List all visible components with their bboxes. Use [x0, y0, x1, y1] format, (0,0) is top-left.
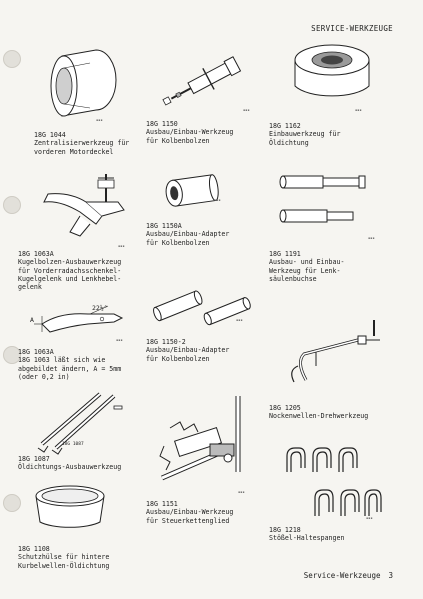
tool-description: Ausbau/Einbau-Adapter für Kolbenbolzen	[146, 230, 230, 247]
tool-description: Öldichtungs-Ausbauwerkzeug	[18, 463, 122, 472]
tool-illustration-1191	[275, 170, 375, 235]
figure-code: ▪▪▪	[355, 108, 362, 112]
tool-illustration-1108	[30, 478, 110, 540]
tool-illustration-1150-2	[150, 280, 260, 330]
tool-number: 18G 1063A	[18, 250, 54, 258]
tool-caption-1044	[34, 131, 129, 156]
tool-description: Schutzhülse für hintere Kurbelwellen-Öldichtung	[18, 553, 110, 570]
tool-description: Nockenwellen-Drehwerkzeug	[269, 412, 369, 421]
tool-number: 18G 1162	[269, 122, 301, 130]
punch-hole-top	[3, 50, 21, 68]
tool-number: 18G 1151	[146, 500, 178, 508]
tool-description: 18G 1063 läßt sich wie abgebildet ändern, A = 5mm (oder 0,2 in)	[18, 356, 122, 381]
tool-illustration-1150a	[160, 170, 235, 210]
tool-caption-1218	[269, 526, 344, 543]
tool-description: Ausbau/Einbau-Werkzeug für Kolbenbolzen	[146, 128, 234, 145]
punch-hole-middle	[3, 196, 21, 214]
tool-number: 18G 1218	[269, 526, 301, 534]
tool-illustration-1063a	[40, 172, 132, 244]
tool-number: 18G 1044	[34, 131, 66, 139]
figure-code: ▪▪▪	[116, 338, 123, 342]
tool-caption-1150	[146, 120, 233, 145]
tool-description: Ausbau- und Einbau- Werkzeug für Lenk- säulenbuchse	[269, 258, 345, 283]
tool-number: 18G 1108	[18, 545, 50, 553]
figure-code: ▪▪▪	[238, 490, 245, 494]
figure-label-1087: 18G 1087	[62, 442, 84, 447]
tool-caption-1205	[269, 404, 368, 421]
figure-code: ▪▪▪	[243, 108, 250, 112]
tool-caption-1063a	[18, 250, 121, 291]
tool-caption-1108	[18, 545, 109, 570]
figure-code: ▪▪▪	[118, 244, 125, 248]
punch-hole-bottom	[3, 494, 21, 512]
tool-caption-1150-2	[146, 338, 229, 363]
tool-illustration-1151	[150, 392, 260, 492]
tool-number: 18G 1150-2	[146, 338, 186, 346]
tool-number: 18G 1087	[18, 455, 50, 463]
figure-code: ▪▪▪	[236, 318, 243, 322]
figure-code: ▪▪▪	[96, 118, 103, 122]
page-number: 3	[388, 571, 393, 580]
page-header: SERVICE-WERKZEUGE	[311, 24, 393, 33]
tool-caption-1151	[146, 500, 233, 525]
tool-number: 18G 1150A	[146, 222, 182, 230]
figure-code: ▪▪▪	[366, 516, 373, 520]
tool-illustration-1063a-modification	[30, 304, 140, 344]
angle-label: 22½°	[92, 304, 108, 312]
tool-caption-1191	[269, 250, 344, 283]
tool-number: 18G 1150	[146, 120, 178, 128]
tool-caption-1063a-modification	[18, 348, 121, 381]
dimension-a-label: A	[30, 316, 34, 324]
footer-text: Service-Werkzeuge	[303, 571, 381, 580]
tool-number: 18G 1063A	[18, 348, 54, 356]
tool-illustration-1150	[160, 55, 250, 110]
tool-description: Kugelbolzen-Ausbauwerkzeug für Vorderradachsschenkel- Kugelgelenk und Lenkhebel- gelenk	[18, 258, 122, 292]
tool-illustration-1162	[285, 40, 377, 115]
tool-caption-1087	[18, 455, 121, 472]
tool-number: 18G 1205	[269, 404, 301, 412]
tool-illustration-1044	[50, 42, 120, 122]
figure-code: ▪▪▪	[368, 236, 375, 240]
tool-description: Ausbau/Einbau-Adapter für Kolbenbolzen	[146, 346, 230, 363]
tool-description: Stößel-Haltespangen	[269, 534, 345, 543]
tool-description: Zentralisierwerkzeug für vorderen Motordeckel	[34, 139, 130, 156]
page-footer	[304, 571, 393, 580]
tool-description: Einbauwerkzeug für Öldichtung	[269, 130, 341, 147]
tool-caption-1162	[269, 122, 340, 147]
tool-illustration-1205	[276, 318, 386, 398]
tool-caption-1150a	[146, 222, 229, 247]
tool-number: 18G 1191	[269, 250, 301, 258]
tool-description: Ausbau/Einbau-Werkzeug für Steuerkettenglied	[146, 508, 234, 525]
figure-code: ▪▪▪	[214, 198, 221, 202]
